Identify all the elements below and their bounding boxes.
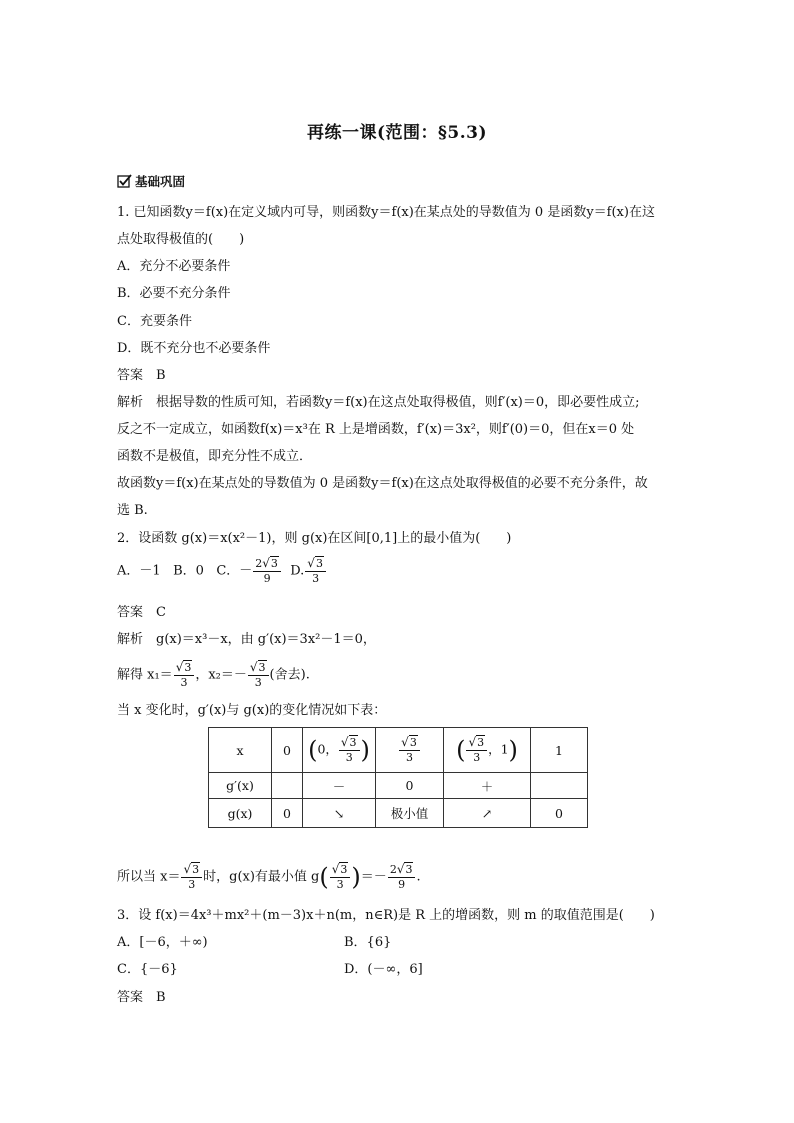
table-cell: (0， √ 3 3 ): [303, 728, 376, 773]
q2-option-c: C．－: [216, 563, 253, 579]
q3-option-b: B．{6}: [344, 935, 392, 950]
q2-conclusion: 所以当 x＝ √ 3 3 时，g(x)有最小值 g( √ 3 3 )＝－ 2 √ 3 9 .: [117, 862, 421, 891]
table-cell: [531, 773, 588, 799]
q1-stem-line-2: 点处取得极值的( ): [117, 232, 245, 247]
table-cell: [272, 773, 303, 799]
section-heading: [117, 172, 185, 190]
table-cell: 0: [272, 799, 303, 828]
q3-answer: 答案 B: [117, 990, 166, 1005]
table-cell: ＋: [444, 773, 531, 799]
q3-option-a: A．[－6，＋∞): [117, 935, 208, 950]
table-cell: g′(x): [209, 773, 272, 799]
table-row: [209, 799, 588, 828]
table-cell: ↗: [444, 799, 531, 828]
table-cell: －: [303, 773, 376, 799]
q3-stem: 3．设 f(x)＝4x³＋mx²＋(m－3)x＋n(m，n∈R)是 R 上的增函数，则 m 的取值范围是( ): [117, 908, 655, 923]
table-cell: √ 3 3: [376, 728, 444, 773]
table-cell: 0: [376, 773, 444, 799]
table-cell: 0: [531, 799, 588, 828]
table-cell: 0: [272, 728, 303, 773]
q2-stem: 2．设函数 g(x)＝x(x²－1)，则 g(x)在区间[0,1]上的最小值为( ): [117, 531, 512, 546]
q1-option-c: C．充要条件: [117, 314, 192, 329]
q2-table-intro: 当 x 变化时，g′(x)与 g(x)的变化情况如下表：: [117, 703, 387, 718]
q3-option-c: C．{－6}: [117, 962, 178, 977]
q1-answer: 答案 B: [117, 368, 166, 383]
table-row: [209, 773, 588, 799]
q1-stem-line-1: 1. 已知函数y＝f(x)在定义域内可导，则函数y＝f(x)在某点处的导数值为 0 是函数y＝f(x)在这: [117, 205, 655, 220]
q2-option-c-fraction: 2 √ 3 9: [253, 556, 281, 586]
q1-analysis-line-3: 函数不是极值，即充分性不成立．: [117, 449, 313, 464]
q2-options: [117, 556, 327, 586]
checkbox-checked-icon: [117, 174, 132, 188]
page-title: 再练一课(范围：§5.3): [306, 123, 488, 143]
section-label: 基础巩固: [135, 174, 186, 189]
q2-analysis-line-1: 解析 g(x)＝x³－x，由 g′(x)＝3x²－1＝0，: [117, 632, 376, 647]
q2-option-d-fraction: √ 3 3: [305, 556, 326, 586]
q2-option-b: B．0: [173, 563, 204, 579]
q1-analysis-line-1: 解析 根据导数的性质可知，若函数y＝f(x)在这点处取得极值，则f′(x)＝0，即必要性成立;: [117, 395, 640, 410]
q1-analysis-line-4: 故函数y＝f(x)在某点处的导数值为 0 是函数y＝f(x)在这点处取得极值的必要不充分条件，故: [117, 476, 648, 491]
table-cell: x: [209, 728, 272, 773]
q2-answer: 答案 C: [117, 605, 166, 620]
variation-table: [208, 727, 588, 828]
q2-solve-line: 解得 x₁＝ √ 3 3 ，x₂＝－ √ 3 3 (舍去).: [117, 660, 310, 689]
q1-option-b: B．必要不充分条件: [117, 286, 231, 301]
q1-analysis-line-2: 反之不一定成立，如函数f(x)＝x³在 R 上是增函数，f′(x)＝3x²，则f′(0)＝0，但在x＝0 处: [117, 422, 635, 437]
q1-option-d: D．既不充分也不必要条件: [117, 341, 271, 356]
q2-option-d: D.: [290, 563, 305, 579]
table-cell: ( √ 3 3 ，1): [444, 728, 531, 773]
q1-analysis-line-5: 选 B.: [117, 503, 148, 518]
table-cell: 1: [531, 728, 588, 773]
q3-option-d: D．(－∞，6]: [344, 962, 423, 977]
table-row: [209, 728, 588, 773]
table-cell: 极小值: [376, 799, 444, 828]
q1-option-a: A．充分不必要条件: [117, 259, 231, 274]
q2-option-a: A．－1: [117, 563, 161, 579]
table-cell: g(x): [209, 799, 272, 828]
table-cell: ↘: [303, 799, 376, 828]
